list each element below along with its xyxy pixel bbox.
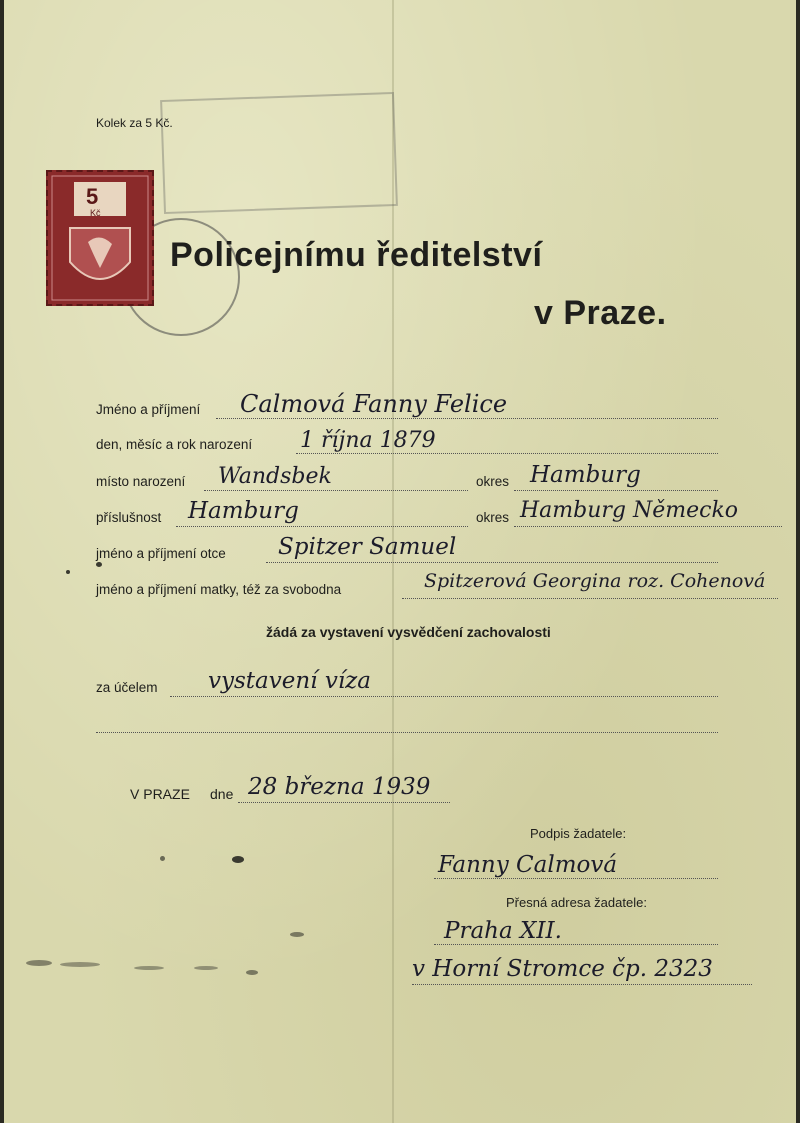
- father-line: [266, 562, 718, 563]
- signature-line: [434, 878, 718, 879]
- signature-value: Fanny Calmová: [438, 852, 618, 878]
- mother-line: [402, 598, 778, 599]
- birthplace-value: Wandsbek: [218, 464, 332, 489]
- stamp-currency: Kč: [90, 208, 101, 218]
- document-page: [4, 0, 796, 1123]
- ink-speck: [246, 970, 258, 975]
- date-value: 28 března 1939: [248, 774, 431, 800]
- faded-rectangular-stamp: [160, 92, 398, 214]
- stamp-label: Kolek za 5 Kč.: [96, 116, 173, 130]
- district-1-value: Hamburg: [530, 462, 641, 488]
- address-line-1-rule: [434, 944, 718, 945]
- ink-speck: [96, 562, 102, 567]
- address-line-1: Praha XII.: [444, 918, 562, 944]
- citizenship-label: příslušnost: [96, 510, 162, 525]
- ink-speck: [60, 962, 100, 967]
- ink-speck: [232, 856, 244, 863]
- father-value: Spitzer Samuel: [278, 534, 457, 560]
- signature-label: Podpis žadatele:: [530, 826, 627, 841]
- purpose-label: za účelem: [96, 680, 158, 695]
- revenue-stamp: [46, 170, 154, 306]
- date-place-label: V PRAZE: [130, 786, 190, 802]
- address-line-2-rule: [412, 984, 752, 985]
- district-1-line: [514, 490, 718, 491]
- ink-speck: [26, 960, 52, 966]
- title-line-2: v Praze.: [534, 294, 667, 332]
- request-heading: žádá za vystavení vysvědčení zachovalosti: [266, 624, 551, 640]
- purpose-line: [170, 696, 718, 697]
- ink-speck: [290, 932, 304, 937]
- district-1-label: okres: [476, 474, 510, 489]
- name-line: [216, 418, 718, 419]
- district-2-label: okres: [476, 510, 510, 525]
- address-label: Přesná adresa žadatele:: [506, 895, 647, 910]
- district-2-value: Hamburg Německo: [520, 498, 739, 523]
- stamp-value: 5: [86, 184, 99, 209]
- birth-date-line: [296, 453, 718, 454]
- birthplace-line: [204, 490, 468, 491]
- mother-label: jméno a příjmení matky, též za svobodna: [96, 582, 342, 597]
- purpose-value: vystavení víza: [208, 668, 372, 694]
- father-label: jméno a příjmení otce: [96, 546, 226, 561]
- ink-speck: [160, 856, 165, 861]
- ink-speck: [66, 570, 70, 574]
- citizenship-line: [176, 526, 468, 527]
- revenue-stamp-art: [48, 172, 152, 304]
- date-dne-label: dne: [210, 786, 234, 802]
- name-label: Jméno a příjmení: [96, 402, 201, 417]
- date-line: [238, 802, 450, 803]
- address-line-2: v Horní Stromce čp. 2323: [412, 956, 713, 982]
- purpose-line-2: [96, 732, 718, 733]
- birthplace-label: místo narození: [96, 474, 186, 489]
- district-2-line: [514, 526, 782, 527]
- birth-date-label: den, měsíc a rok narození: [96, 437, 253, 452]
- name-value: Calmová Fanny Felice: [240, 390, 508, 418]
- ink-speck: [134, 966, 164, 970]
- title-line-1: Policejnímu ředitelství: [170, 236, 543, 274]
- birth-date-value: 1 října 1879: [300, 428, 436, 453]
- ink-speck: [194, 966, 218, 970]
- mother-value: Spitzerová Georgina roz. Cohenová: [424, 570, 766, 592]
- citizenship-value: Hamburg: [188, 498, 299, 524]
